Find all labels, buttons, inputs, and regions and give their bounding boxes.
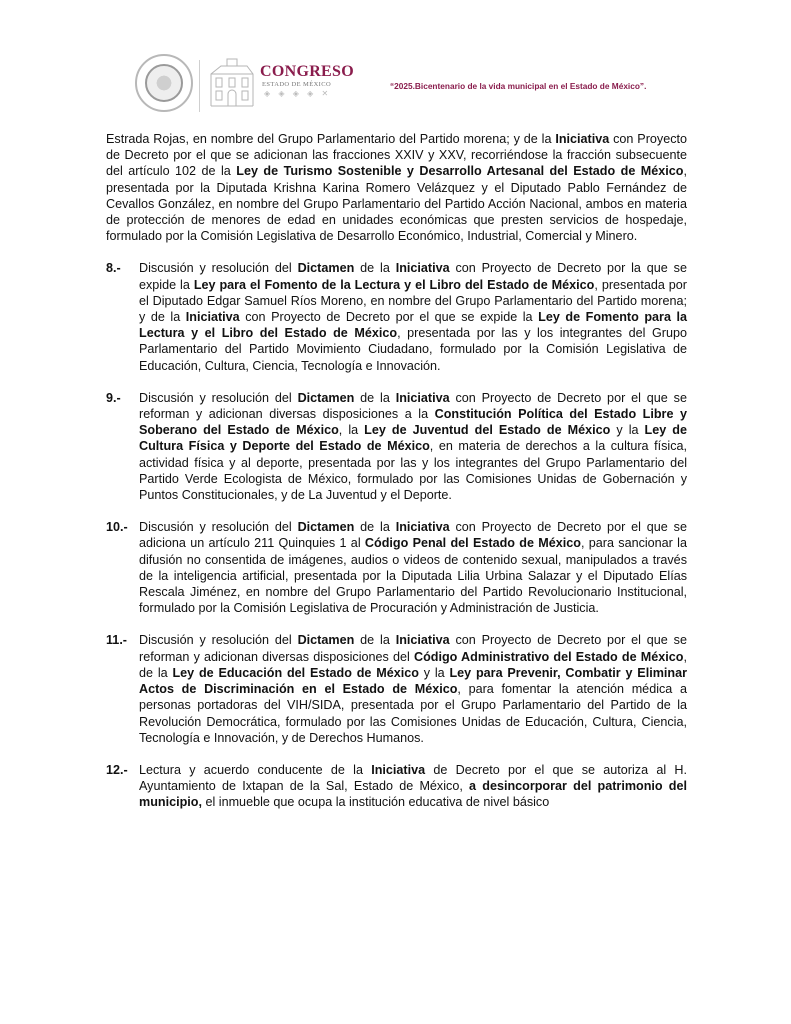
- agenda-item-10: [106, 519, 687, 616]
- item-text: Discusión y resolución del Dictamen de la Iniciativa con Proyecto de Decreto por el que se reforman y adicionan diversas disposiciones a la Constitución Política del Estado Libre y Soberano del Estado de México, la Ley de Juventud del Estado de México y la Ley de Cultura Física y Deporte del Estado de México, en materia de derechos a la cultura física, actividad física y al deporte, presentada por las y los integrantes del Grupo Parlamentario del Partido Verde Ecologista de México, formulado por las Comisiones Unidas de Gobernación y Puntos Constitucionales, y de La Juventud y el Deporte.: [139, 390, 688, 503]
- item-text: Lectura y acuerdo conducente de la Iniciativa de Decreto por el que se autoriza al H. Ayuntamiento de Ixtapan de la Sal, Estado de México, a desincorporar del patrimonio del municipio, el inmueble que ocupa la institución educativa de nivel básico: [139, 762, 687, 810]
- ornament-icons: ◈ ◈ ◈ ◈ ✕: [264, 89, 332, 98]
- institution-subtitle: ESTADO DE MÉXICO: [262, 81, 332, 88]
- congress-building-icon: [207, 56, 257, 110]
- state-seal-icon: [135, 54, 193, 112]
- item-text: Discusión y resolución del Dictamen de la Iniciativa con Proyecto de Decreto por el que se adiciona un artículo 211 Quinquies 1 al Código Penal del Estado de México, para sancionar la difusión no consentida de imágenes, audios o videos de contenido sexual, manipulados a través de la inteligencia artificial, presentada por la Diputada Lilia Urbina Salazar y el Diputado Elías Rescala Jiménez, en nombre del Grupo Parlamentario del Partido Revolucionario Institucional, formulado por la Comisión Legislativa de Procuración y Administración de Justicia.: [139, 520, 687, 616]
- document-body: [106, 131, 687, 811]
- institution-title: CONGRESO: [260, 63, 354, 80]
- item-number: 11.-: [106, 633, 128, 648]
- header-motto: “2025.Bicentenario de la vida municipal en el Estado de México”.: [390, 81, 647, 91]
- agenda-item-9: [106, 390, 687, 503]
- item-number: 12.-: [106, 762, 128, 777]
- congreso-logo: [260, 64, 354, 98]
- item-text: Discusión y resolución del Dictamen de la Iniciativa con Proyecto de Decreto por el que se reforman y adicionan diversas disposiciones del Código Administrativo del Estado de México, de la Ley de Educación del Estado de México y la Ley para Prevenir, Combatir y Eliminar Actos de Discriminación en el Estado de México, para fomentar la atención médica a personas portadoras del VIH/SIDA, presentada por el Grupo Parlamentario del Partido de la Revolución Democrática, formulado por las Comisiones Unidas de Educación, Cultura, Ciencia, Tecnología e Innovación, y de Derechos Humanos.: [139, 633, 687, 745]
- header-divider: [199, 60, 200, 112]
- agenda-item-8: [106, 260, 687, 373]
- item-text: Discusión y resolución del Dictamen de la Iniciativa con Proyecto de Decreto por la que se expide la Ley para el Fomento de la Lectura y el Libro del Estado de México, presentada por el Diputado Edgar Samuel Ríos Moreno, en nombre del Grupo Parlamentario del Partido morena; y de la Iniciativa con Proyecto de Decreto por el que se expide la Ley de Fomento para la Lectura y el Libro del Estado de México, presentada por las y los integrantes del Grupo Parlamentario del Partido Movimiento Ciudadano, formulado por la Comisión Legislativa de Educación, Cultura, Ciencia, Tecnología e Innovación.: [139, 261, 688, 373]
- item-number: 10.-: [106, 520, 128, 535]
- item-number: 9.-: [106, 390, 121, 405]
- item-number: 8.-: [106, 261, 121, 276]
- agenda-item-12: [106, 762, 687, 811]
- agenda-item-11: [106, 632, 687, 745]
- continuation-paragraph: Estrada Rojas, en nombre del Grupo Parlamentario del Partido morena; y de la Iniciativa con Proyecto de Decreto por el que se adicionan las fracciones XXIV y XXV, recorriéndose la fracción subsecuente del artículo 102 de la Ley de Turismo Sostenible y Desarrollo Artesanal del Estado de México, presentada por la Diputada Krishna Karina Romero Velázquez y el Diputado Pablo Fernández de Cevallos González, en nombre del Grupo Parlamentario del Partido Acción Nacional, ambos en materia de protección de menores de edad en unidades económicas que presten servicios de hospedaje, formulado por la Comisión Legislativa de Desarrollo Económico, Industrial, Comercial y Minero.: [106, 132, 688, 244]
